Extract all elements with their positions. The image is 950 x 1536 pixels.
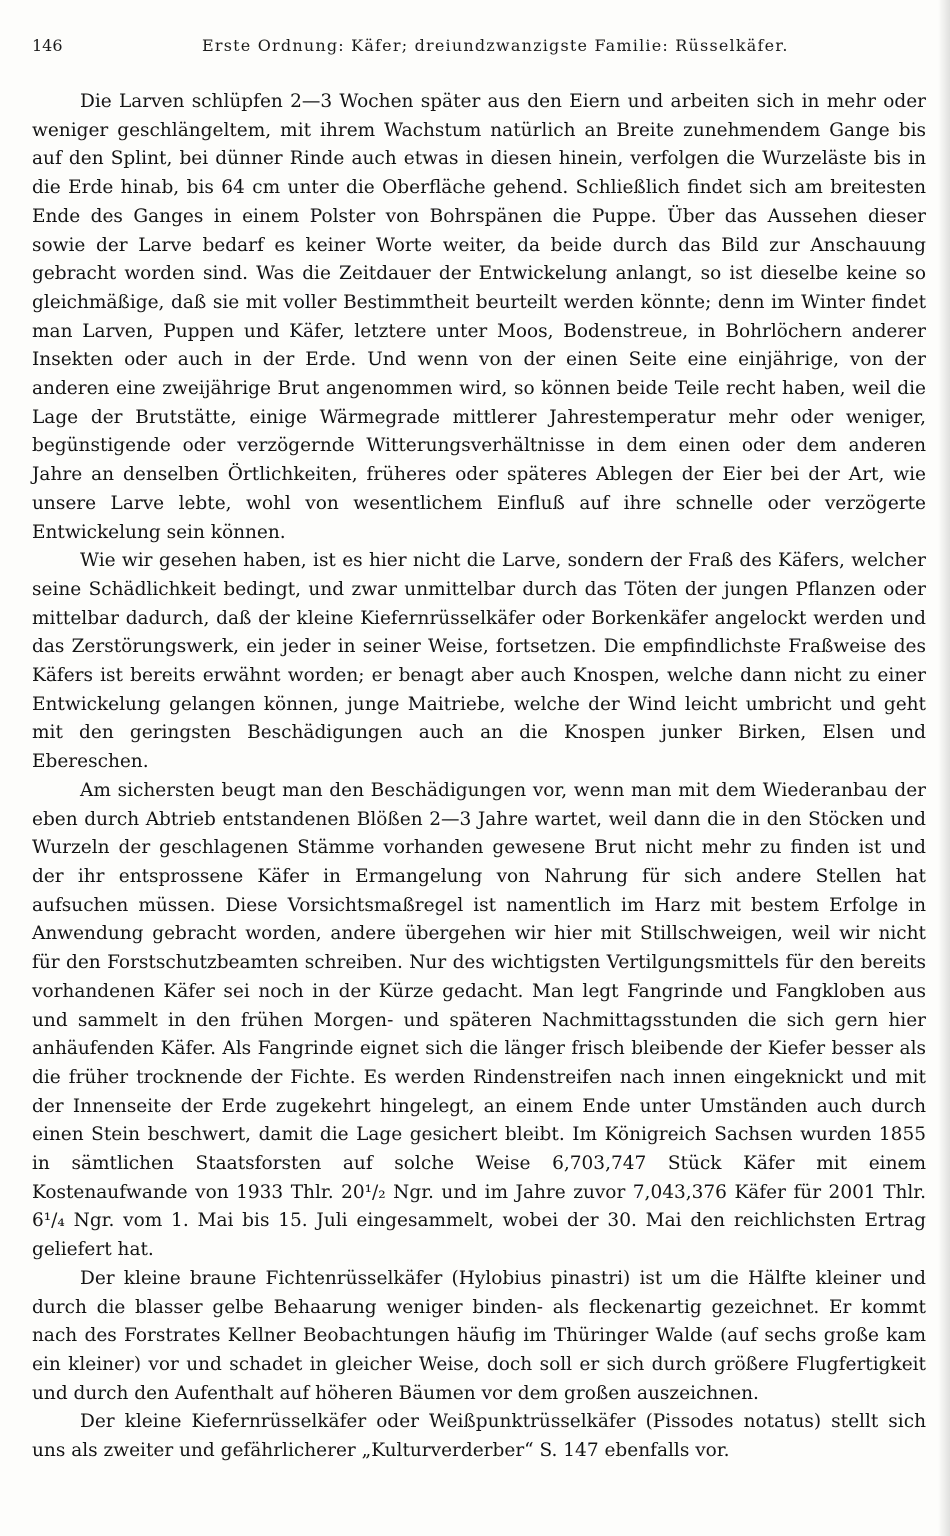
paragraph: Der kleine braune Fichtenrüsselkäfer (Hylobius pinastri) ist um die Hälfte kleiner und durch die blasser gelbe Behaarung weniger binden- als fleckenartig gezeichnet. Er kommt nach des Forstrates Kellner Beobachtungen häufig im Thüringer Walde (auf sechs große kam ein kleiner) vor und schadet in gleicher Weise, doch soll er sich durch größere Flugfertigkeit und durch den Aufenthalt auf höheren Bäumen vor dem großen auszeichnen. bbox=[32, 1267, 926, 1404]
page-edge-shadow bbox=[938, 0, 950, 1536]
paragraph: Die Larven schlüpfen 2—3 Wochen später aus den Eiern und arbeiten sich in mehr oder weniger geschlängeltem, mit ihrem Wachstum natürlich an Breite zunehmendem Gange bis auf den Splint, bei dünner Rinde auch etwas in diesen hinein, verfolgen die Wurzeläste bis in die Erde hinab, bis 64 cm unter die Oberfläche gehend. Schließlich findet sich am breitesten Ende des Ganges in einem Polster von Bohrspänen die Puppe. Über das Aussehen dieser sowie der Larve bedarf es keiner Worte weiter, da beide durch das Bild zur Anschauung gebracht worden sind. Was die Zeitdauer der Entwickelung anlangt, so ist dieselbe keine so gleichmäßige, daß sie mit voller Bestimmtheit beurteilt werden könnte; denn im Winter findet man Larven, Puppen und Käfer, letztere unter Moos, Bodenstreue, in Bohrlöchern anderer Insekten oder auch in der Erde. Und wenn von der einen Seite eine einjährige, von der anderen eine zweijährige Brut angenommen wird, so können beide Teile recht haben, weil die Lage der Brutstätte, einige Wärmegrade mittlerer Jahrestemperatur mehr oder weniger, begünstigende oder verzögernde Witterungsverhältnisse in dem einen oder dem anderen Jahre an denselben Örtlichkeiten, früheres oder späteres Ablegen der Eier bei der Art, wie unsere Larve lebte, wohl von wesentlichem Einfluß auf ihre schnelle oder verzögerte Entwickelung sein können. bbox=[32, 91, 926, 543]
paragraph: Der kleine Kiefernrüsselkäfer oder Weißpunktrüsselkäfer (Pissodes notatus) stellt sich uns als zweiter und gefährlicherer „Kulturverderber“ S. 147 ebenfalls vor. bbox=[32, 1411, 926, 1462]
running-title: Erste Ordnung: Käfer; dreiundzwanzigste Familie: Rüsselkäfer. bbox=[202, 36, 789, 55]
running-header bbox=[32, 36, 924, 60]
paragraph: Am sichersten beugt man den Beschädigungen vor, wenn man mit dem Wiederanbau der eben durch Abtrieb entstandenen Blößen 2—3 Jahre wartet, weil dann die in den Stöcken und Wurzeln der geschlagenen Stämme vorhanden gewesene Brut nicht mehr zu finden ist und der ihr entsprossene Käfer in Ermangelung von Nahrung für sich andere Stellen hat aufsuchen müssen. Diese Vorsichtsmaßregel ist namentlich im Harz mit bestem Erfolge in Anwendung gebracht worden, andere übergehen wir hier mit Stillschweigen, weil wir nicht für den Forstschutzbeamten schreiben. Nur des wichtigsten Vertilgungsmittels für den bereits vorhandenen Käfer sei noch in der Kürze gedacht. Man legt Fangrinde und Fangkloben aus und sammelt in den frühen Morgen- und späteren Nachmittagsstunden die sich gern hier anhäufenden Käfer. Als Fangrinde eignet sich die länger frisch bleibende der Kiefer besser als die früher trocknende der Fichte. Es werden Rindenstreifen nach innen eingeknickt und mit der Innenseite der Erde zugekehrt hingelegt, an einem Ende unter Umständen auch durch einen Stein beschwert, damit die Lage gesichert bleibt. Im Königreich Sachsen wurden 1855 in sämtlichen Staatsforsten auf solche Weise 6,703,747 Stück Käfer mit einem Kostenaufwande von 1933 Thlr. 20¹/₂ Ngr. und im Jahre zuvor 7,043,376 Käfer für 2001 Thlr. 6¹/₄ Ngr. vom 1. Mai bis 15. Juli eingesammelt, wobei der 30. Mai den reichlichsten Ertrag geliefert hat. bbox=[32, 779, 926, 1261]
body-text bbox=[32, 88, 926, 1466]
paragraph: Wie wir gesehen haben, ist es hier nicht die Larve, sondern der Fraß des Käfers, welcher seine Schädlichkeit bedingt, und zwar unmittelbar durch das Töten der jungen Pflanzen oder mittelbar dadurch, daß der kleine Kiefernrüsselkäfer oder Borkenkäfer angelockt werden und das Zerstörungswerk, ein jeder in seiner Weise, fortsetzen. Die empfindlichste Fraßweise des Käfers ist bereits erwähnt worden; er benagt aber auch Knospen, welche dann nicht zu einer Entwickelung gelangen können, junge Maitriebe, welche der Wind leicht umbricht und geht mit den geringsten Beschädigungen auch an die Knospen junker Birken, Elsen und Ebereschen. bbox=[32, 550, 926, 773]
page-number: 146 bbox=[32, 36, 63, 55]
